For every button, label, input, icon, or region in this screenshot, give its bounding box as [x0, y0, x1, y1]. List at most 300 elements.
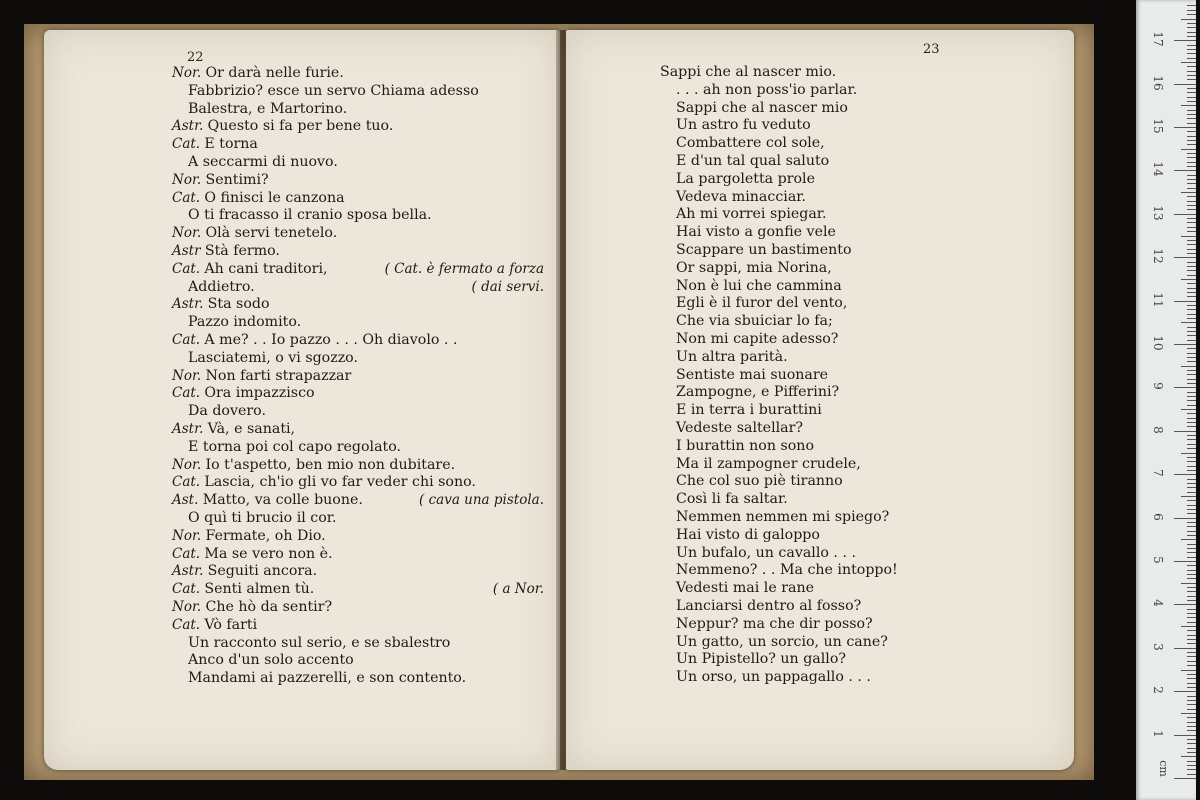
ruler-tick [1187, 131, 1196, 132]
ruler-tick [1181, 279, 1196, 280]
ruler-tick [1187, 162, 1196, 163]
ruler-number: 12 [1151, 248, 1165, 264]
text-line [660, 527, 1040, 545]
ruler-tick [1187, 639, 1196, 640]
ruler-tick [1187, 696, 1196, 697]
line-text: Non è lui che cammina [676, 277, 842, 294]
ruler-tick [1181, 539, 1196, 540]
ruler-tick [1187, 175, 1196, 176]
ruler-number: 11 [1151, 291, 1165, 308]
speaker-label: Nor. [172, 225, 206, 242]
ruler-tick [1187, 570, 1196, 571]
ruler-number: 2 [1151, 686, 1165, 694]
text-line [172, 332, 544, 350]
ruler-tick [1187, 157, 1196, 158]
line-text: Hai visto di galoppo [676, 526, 820, 543]
line-text: Addietro. [188, 278, 255, 295]
speaker-label: Cat. [172, 331, 205, 348]
ruler-tick [1187, 500, 1196, 501]
ruler-tick [1187, 253, 1196, 254]
ruler-tick [1174, 691, 1196, 692]
ruler-tick [1187, 75, 1196, 76]
text-line [660, 82, 1040, 100]
line-text: Un altra parità. [676, 348, 788, 365]
line-text: Or sappi, mia Norina, [676, 259, 832, 276]
ruler-tick [1187, 444, 1196, 445]
text-line [660, 153, 1040, 171]
text-line [660, 117, 1040, 135]
stage-direction: ( dai servi. [471, 278, 544, 295]
stage-direction: ( Cat. è fermato a forza [384, 260, 544, 277]
text-line [172, 172, 544, 190]
text-line [660, 491, 1040, 509]
text-line [172, 635, 544, 653]
ruler-tick [1187, 609, 1196, 610]
speaker-label: Astr [172, 242, 205, 259]
line-text: I burattin non sono [676, 437, 814, 454]
ruler-tick [1187, 722, 1196, 723]
ruler-tick [1187, 244, 1196, 245]
text-line [172, 546, 544, 564]
line-text: A seccarmi di nuovo. [188, 153, 338, 170]
ruler-tick [1187, 700, 1196, 701]
line-text: Scappare un bastimento [676, 241, 852, 258]
ruler-tick [1187, 483, 1196, 484]
line-text: Non mi capite adesso? [676, 330, 839, 347]
speaker-label: Astr. [172, 563, 208, 580]
line-text: Và, e sanati, [207, 420, 296, 437]
line-text: Ma il zampogner crudele, [676, 455, 861, 472]
ruler-tick [1187, 318, 1196, 319]
ruler-tick [1187, 5, 1196, 6]
speaker-label: Cat. [172, 136, 205, 153]
line-text: Mandami ai pazzerelli, e son contento. [188, 670, 467, 687]
line-text: Che col suo piè tiranno [676, 473, 843, 490]
line-text: O ti fracasso il cranio sposa bella. [188, 207, 432, 224]
ruler-tick [1174, 735, 1196, 736]
text-line [172, 350, 544, 368]
ruler-tick [1187, 591, 1196, 592]
ruler-number: 16 [1151, 74, 1165, 91]
text-line [660, 331, 1040, 349]
ruler-tick [1187, 479, 1196, 480]
ruler-tick [1187, 435, 1196, 436]
ruler-tick [1174, 301, 1196, 302]
stage-direction: ( cava una pistola. [419, 492, 544, 509]
text-line [660, 224, 1040, 242]
ruler-tick [1187, 101, 1196, 102]
ruler-tick [1187, 748, 1196, 749]
text-line [172, 563, 544, 581]
ruler-tick [1187, 513, 1196, 514]
ruler-number: 8 [1151, 425, 1165, 434]
text-line [172, 261, 544, 279]
ruler-tick [1187, 266, 1196, 267]
ruler-tick [1187, 218, 1196, 219]
text-line [172, 439, 544, 457]
line-text: E torna poi col capo regolato. [188, 438, 402, 455]
ruler-tick [1181, 366, 1196, 367]
ruler-tick [1187, 665, 1196, 666]
ruler-tick [1187, 179, 1196, 180]
ruler-tick [1187, 683, 1196, 684]
speaker-label: Nor. [172, 456, 206, 473]
line-text: La pargoletta prole [676, 170, 815, 187]
line-text: Ah cani traditori, [204, 260, 328, 277]
ruler-number: 15 [1151, 118, 1165, 134]
ruler-tick [1187, 709, 1196, 710]
page-number: 23 [923, 42, 940, 57]
text-line [172, 207, 544, 225]
ruler-tick [1174, 431, 1196, 432]
ruler-tick [1187, 357, 1196, 358]
ruler-tick [1187, 743, 1196, 744]
line-text: Io t'aspetto, ben mio non dubitare. [205, 456, 456, 473]
ruler-tick [1187, 222, 1196, 223]
ruler-tick [1187, 552, 1196, 553]
ruler-number: 5 [1151, 556, 1165, 564]
ruler-tick [1174, 344, 1196, 345]
text-line [172, 243, 544, 261]
line-text: Matto, va colle buone. [202, 492, 363, 509]
ruler-tick [1187, 487, 1196, 488]
text-line [172, 314, 544, 332]
ruler-tick [1187, 400, 1196, 401]
text-line [660, 669, 1040, 687]
text-line [660, 634, 1040, 652]
ruler-tick [1187, 79, 1196, 80]
ruler-tick [1187, 71, 1196, 72]
text-line [172, 385, 544, 403]
text-line [660, 189, 1040, 207]
speaker-label: Cat. [172, 545, 205, 562]
ruler-tick [1187, 227, 1196, 228]
ruler-tick [1187, 188, 1196, 189]
line-text: Vò farti [204, 616, 258, 633]
line-text: . . . ah non poss'io parlar. [676, 81, 858, 98]
ruler-tick [1187, 726, 1196, 727]
ruler-tick [1187, 201, 1196, 202]
ruler-tick [1187, 292, 1196, 293]
line-text: Hai visto a gonfie vele [676, 224, 836, 241]
text-line [172, 670, 544, 688]
ruler-tick [1187, 340, 1196, 341]
ruler-unit: cm [1157, 760, 1171, 777]
line-text: Un orso, un pappagallo . . . [676, 669, 871, 686]
ruler-tick [1187, 426, 1196, 427]
speaker-label: Cat. [172, 260, 205, 277]
text-line [660, 242, 1040, 260]
ruler-tick [1187, 652, 1196, 653]
ruler-tick [1187, 448, 1196, 449]
left-page [44, 30, 560, 770]
text-line [660, 651, 1040, 669]
text-line [660, 509, 1040, 527]
line-text: Vedesti mai le rane [676, 580, 815, 597]
speaker-label: Nor. [172, 367, 206, 384]
ruler-number: 17 [1151, 31, 1165, 47]
line-text: Vedeva minacciar. [676, 188, 807, 205]
ruler-tick [1187, 544, 1196, 545]
ruler-tick [1187, 348, 1196, 349]
ruler-tick [1187, 643, 1196, 644]
ruler-tick [1187, 596, 1196, 597]
line-text: Stà fermo. [204, 242, 280, 259]
ruler-tick [1187, 314, 1196, 315]
text-line [660, 278, 1040, 296]
line-text: Un astro fu veduto [676, 117, 811, 134]
ruler-tick [1181, 713, 1196, 714]
ruler-tick [1187, 53, 1196, 54]
ruler-tick [1187, 418, 1196, 419]
ruler-tick [1187, 509, 1196, 510]
ruler-tick [1187, 739, 1196, 740]
ruler-tick [1187, 283, 1196, 284]
ruler-tick [1187, 613, 1196, 614]
line-text: Sappi che al nascer mio [676, 99, 848, 116]
ruler-tick [1181, 236, 1196, 237]
line-text: Sentimi? [205, 171, 269, 188]
ruler-tick [1187, 565, 1196, 566]
line-text: Sappi che al nascer mio. [660, 64, 837, 80]
line-text: Seguiti ancora. [207, 563, 318, 580]
text-line [172, 599, 544, 617]
text-line [172, 190, 544, 208]
ruler-tick [1187, 45, 1196, 46]
ruler-number: 3 [1151, 642, 1165, 651]
ruler-tick [1187, 205, 1196, 206]
text-line [172, 421, 544, 439]
ruler-tick [1187, 361, 1196, 362]
ruler-tick [1187, 32, 1196, 33]
ruler-tick [1187, 270, 1196, 271]
line-text: Sentiste mai suonare [676, 366, 829, 383]
ruler-tick [1181, 409, 1196, 410]
line-text: Anco d'un solo accento [188, 652, 354, 669]
ruler-tick [1187, 492, 1196, 493]
text-line [660, 384, 1040, 402]
text-line [172, 652, 544, 670]
ruler-tick [1187, 305, 1196, 306]
ruler-tick [1187, 461, 1196, 462]
ruler-tick [1187, 470, 1196, 471]
ruler-tick [1181, 496, 1196, 497]
text-line [172, 510, 544, 528]
ruler-tick [1187, 136, 1196, 137]
ruler-tick [1187, 774, 1196, 775]
line-text: Così li fa saltar. [676, 491, 788, 508]
ruler-tick [1187, 309, 1196, 310]
ruler-tick [1187, 114, 1196, 115]
text-line [172, 617, 544, 635]
speaker-label: Astr. [172, 420, 208, 437]
speaker-label: Nor. [172, 598, 206, 615]
ruler-tick [1174, 40, 1196, 41]
speaker-label: Nor. [172, 171, 206, 188]
ruler-tick [1181, 453, 1196, 454]
page-number: 22 [187, 50, 204, 65]
line-text: Pazzo indomito. [188, 314, 302, 331]
ruler-tick [1187, 66, 1196, 67]
line-text: Nemmeno? . . Ma che intoppo! [676, 562, 898, 579]
ruler-tick [1187, 140, 1196, 141]
ruler-tick [1187, 761, 1196, 762]
ruler-tick [1187, 288, 1196, 289]
line-text: Lanciarsi dentro al fosso? [676, 597, 862, 614]
ruler-tick [1187, 36, 1196, 37]
ruler-tick [1174, 518, 1196, 519]
text-line [660, 580, 1040, 598]
ruler-tick [1187, 661, 1196, 662]
speaker-label: Cat. [172, 474, 205, 491]
line-text: Egli è il furor del vento, [676, 295, 848, 312]
text-line [660, 64, 1040, 82]
ruler-tick [1187, 327, 1196, 328]
speaker-label: Astr. [172, 296, 208, 313]
speaker-label: Nor. [172, 65, 206, 81]
ruler-tick [1174, 214, 1196, 215]
ruler-tick [1187, 422, 1196, 423]
text-line [660, 438, 1040, 456]
text-line [172, 118, 544, 136]
text-line [172, 83, 544, 101]
ruler-tick [1187, 144, 1196, 145]
ruler-tick [1181, 19, 1196, 20]
ruler-tick [1174, 127, 1196, 128]
ruler-tick [1181, 322, 1196, 323]
ruler-tick [1187, 10, 1196, 11]
ruler-number: 13 [1151, 205, 1165, 221]
ruler-tick [1187, 14, 1196, 15]
ruler-tick [1187, 27, 1196, 28]
line-text: Un bufalo, un cavallo . . . [676, 544, 856, 561]
speaker-label: Nor. [172, 527, 206, 544]
ruler-tick [1187, 674, 1196, 675]
text-line [660, 420, 1040, 438]
text-line [172, 474, 544, 492]
line-text: Olà servi tenetelo. [205, 225, 338, 242]
ruler-tick [1187, 392, 1196, 393]
right-page [566, 30, 1074, 770]
text-line [660, 367, 1040, 385]
ruler-tick [1174, 648, 1196, 649]
text-line [660, 313, 1040, 331]
ruler-number: 6 [1151, 512, 1165, 521]
ruler-tick [1174, 257, 1196, 258]
ruler-tick [1187, 353, 1196, 354]
ruler-tick [1187, 296, 1196, 297]
ruler-tick [1187, 97, 1196, 98]
line-text: Ah mi vorrei spiegar. [676, 206, 827, 223]
line-text: Un racconto sul serio, e se sbalestro [188, 634, 451, 651]
ruler-tick [1187, 531, 1196, 532]
line-text: E in terra i burattini [676, 402, 822, 419]
line-text: Zampogne, e Pifferini? [676, 384, 840, 401]
speaker-label: Cat. [172, 616, 205, 633]
line-text: Senti almen tù. [204, 581, 315, 598]
ruler-tick [1181, 626, 1196, 627]
line-text: Lasciatemi, o vi sgozzo. [188, 349, 358, 366]
ruler-tick [1187, 466, 1196, 467]
ruler-number: 9 [1151, 382, 1165, 391]
text-line [660, 171, 1040, 189]
ruler-tick [1181, 756, 1196, 757]
ruler-tick [1187, 630, 1196, 631]
text-line [172, 101, 544, 119]
line-text: Da dovero. [188, 403, 266, 420]
text-line [172, 65, 544, 83]
ruler-tick [1187, 457, 1196, 458]
line-text: Fermate, oh Dio. [205, 527, 326, 544]
line-text: Questo si fa per bene tuo. [207, 118, 394, 135]
line-text: Che hò da sentir? [205, 598, 333, 615]
ruler-tick [1181, 670, 1196, 671]
text-line [172, 368, 544, 386]
text-line [660, 206, 1040, 224]
ruler-tick [1187, 49, 1196, 50]
ruler-tick [1174, 604, 1196, 605]
text-line [172, 528, 544, 546]
ruler-tick [1187, 413, 1196, 414]
text-line [660, 598, 1040, 616]
text-line [660, 562, 1040, 580]
ruler-tick [1187, 240, 1196, 241]
line-text: Combattere col sole, [676, 135, 825, 152]
ruler-tick [1187, 123, 1196, 124]
line-text: Fabbrizio? esce un servo Chiama adesso [188, 82, 479, 99]
line-text: E torna [204, 136, 258, 153]
line-text: Un Pipistello? un gallo? [676, 651, 846, 668]
text-line [660, 260, 1040, 278]
text-line [172, 279, 544, 297]
line-text: Or darà nelle furie. [205, 65, 344, 81]
line-text: Balestra, e Martorino. [188, 100, 348, 117]
text-line [660, 100, 1040, 118]
measuring-ruler [1136, 0, 1196, 800]
ruler-tick [1181, 149, 1196, 150]
line-text: Che via sbuiciar lo fa; [676, 313, 833, 330]
ruler-tick [1187, 687, 1196, 688]
ruler-tick [1187, 405, 1196, 406]
ruler-tick [1187, 331, 1196, 332]
text-line [172, 403, 544, 421]
ruler-tick [1187, 617, 1196, 618]
ruler-tick [1181, 192, 1196, 193]
line-text: A me? . . Io pazzo . . . Oh diavolo . . [204, 331, 458, 348]
ruler-tick [1174, 170, 1196, 171]
ruler-tick [1187, 730, 1196, 731]
speaker-label: Cat. [172, 581, 205, 598]
speaker-label: Cat. [172, 189, 205, 206]
right-page-text [660, 64, 1040, 687]
ruler-tick [1187, 769, 1196, 770]
text-line [660, 349, 1040, 367]
line-text: E d'un tal qual saluto [676, 152, 830, 169]
ruler-tick [1187, 58, 1196, 59]
text-line [660, 402, 1040, 420]
ruler-tick [1174, 474, 1196, 475]
line-text: Vedeste saltellar? [676, 419, 804, 436]
line-text: Nemmen nemmen mi spiego? [676, 508, 890, 525]
ruler-tick [1181, 583, 1196, 584]
line-text: Non farti strapazzar [205, 367, 352, 384]
ruler-tick [1181, 105, 1196, 106]
speaker-label: Ast. [172, 492, 203, 509]
ruler-tick [1187, 374, 1196, 375]
text-line [172, 581, 544, 599]
ruler-tick [1187, 535, 1196, 536]
text-line [660, 456, 1040, 474]
